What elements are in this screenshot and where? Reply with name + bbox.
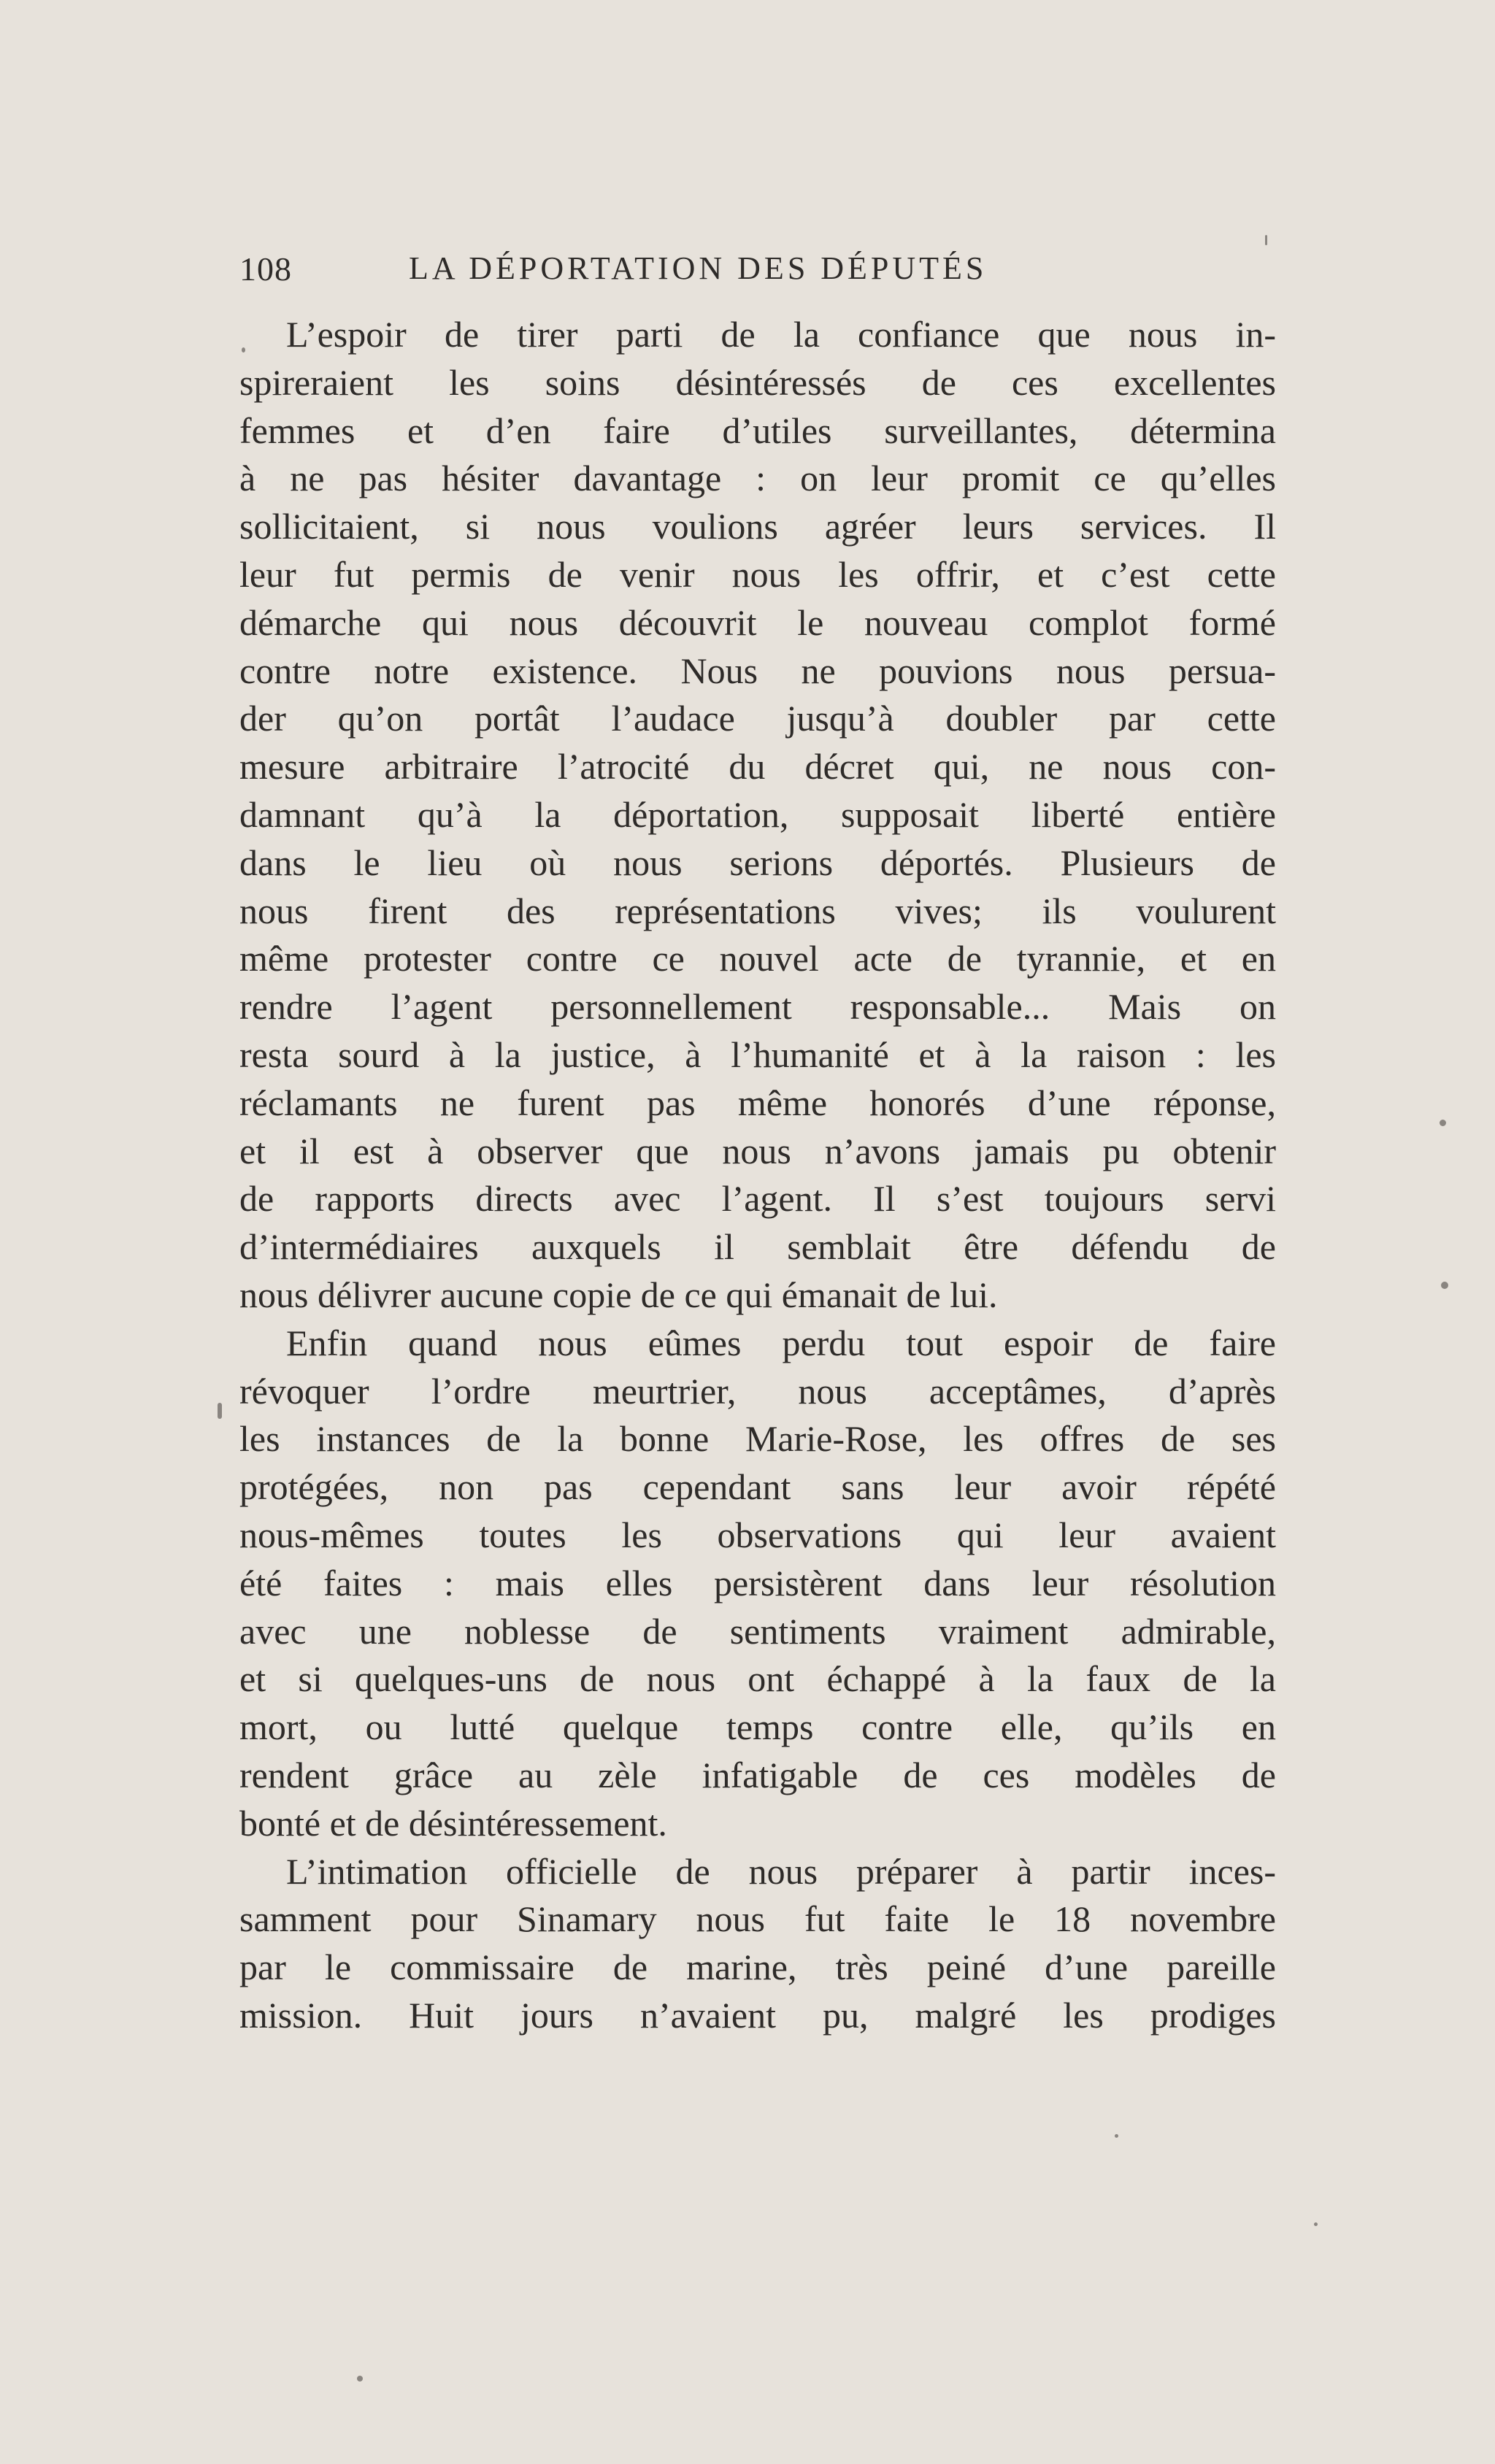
text-line: et si quelques-uns de nous ont échappé à la faux de la	[239, 1658, 1276, 1700]
paper-speck	[357, 2376, 363, 2382]
text-line: dans le lieu où nous serions déportés. Plusieurs de	[239, 842, 1276, 883]
text-line: mission. Huit jours n’avaient pu, malgré les prodiges	[239, 1994, 1276, 2036]
text-line: mort, ou lutté quelque temps contre elle, qu’ils en	[239, 1706, 1276, 1748]
text-line: par le commissaire de marine, très peiné d’une pareille	[239, 1947, 1276, 1988]
text-line: protégées, non pas cependant sans leur avoir répété	[239, 1466, 1276, 1508]
paper-speck	[1441, 1282, 1448, 1289]
text-line: avec une noblesse de sentiments vraiment admirable,	[239, 1610, 1276, 1652]
page-number: 108	[239, 250, 292, 288]
text-line: L’espoir de tirer parti de la confiance que nous in-	[286, 314, 1276, 355]
text-line: femmes et d’en faire d’utiles surveillantes, détermina	[239, 409, 1276, 451]
text-line: et il est à observer que nous n’avons jamais pu obtenir	[239, 1130, 1276, 1171]
text-line: leur fut permis de venir nous les offrir, et c’est cette	[239, 553, 1276, 595]
text-line: rendent grâce au zèle infatigable de ces modèles de	[239, 1754, 1276, 1795]
text-line: nous délivrer aucune copie de ce qui émanait de lui.	[239, 1274, 998, 1315]
text-line: L’intimation officielle de nous préparer à partir inces-	[286, 1850, 1276, 1892]
text-line: der qu’on portât l’audace jusqu’à doubler par cette	[239, 698, 1276, 739]
text-line: mesure arbitraire l’atrocité du décret qui, ne nous con-	[239, 746, 1276, 788]
body-text	[239, 311, 1276, 2040]
text-line: samment pour Sinamary nous fut faite le 18 novembre	[239, 1898, 1276, 1940]
text-line: nous-mêmes toutes les observations qui leur avaient	[239, 1514, 1276, 1555]
text-line: resta sourd à la justice, à l’humanité et à la raison : les	[239, 1033, 1276, 1075]
paper-speck	[218, 1403, 222, 1419]
paper-speck	[1265, 235, 1267, 245]
paper-speck	[1440, 1120, 1446, 1126]
text-line: spireraient les soins désintéressés de ces excellentes	[239, 361, 1276, 403]
text-line: rendre l’agent personnellement responsable... Mais on	[239, 986, 1276, 1028]
paper-speck	[1115, 2134, 1118, 2138]
text-line: à ne pas hésiter davantage : on leur promit ce qu’elles	[239, 458, 1276, 499]
text-line: révoquer l’ordre meurtrier, nous acceptâmes, d’après	[239, 1370, 1276, 1412]
paper-speck	[1314, 2222, 1318, 2226]
text-line: Enfin quand nous eûmes perdu tout espoir de faire	[286, 1322, 1276, 1363]
text-line: contre notre existence. Nous ne pouvions nous persua-	[239, 650, 1276, 691]
paper-speck	[242, 347, 245, 353]
text-line: de rapports directs avec l’agent. Il s’est toujours servi	[239, 1178, 1276, 1220]
text-line: nous firent des représentations vives; ils voulurent	[239, 890, 1276, 931]
text-line: réclamants ne furent pas même honorés d’une réponse,	[239, 1082, 1276, 1123]
text-line: d’intermédiaires auxquels il semblait être défendu de	[239, 1226, 1276, 1268]
text-line: bonté et de désintéressement.	[239, 1802, 667, 1844]
running-title: LA DÉPORTATION DES DÉPUTÉS	[409, 250, 988, 286]
text-line: même protester contre ce nouvel acte de tyrannie, et en	[239, 938, 1276, 979]
text-line: damnant qu’à la déportation, supposait liberté entière	[239, 793, 1276, 835]
text-line: les instances de la bonne Marie-Rose, les offres de ses	[239, 1418, 1276, 1460]
text-line: sollicitaient, si nous voulions agréer leurs services. Il	[239, 506, 1276, 547]
text-line: démarche qui nous découvrit le nouveau complot formé	[239, 601, 1276, 643]
text-line: été faites : mais elles persistèrent dans leur résolution	[239, 1562, 1276, 1603]
page-header	[239, 245, 1276, 296]
